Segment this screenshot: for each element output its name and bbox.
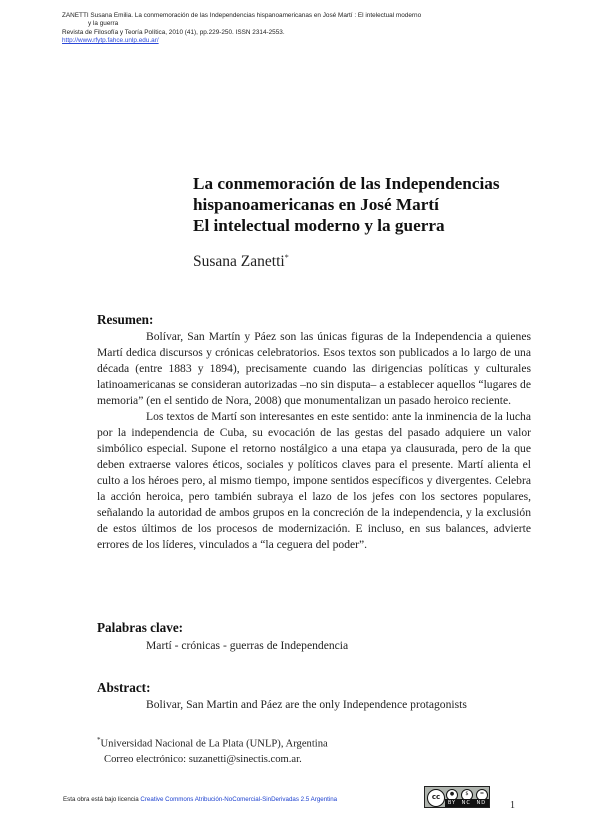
title-line-3: El intelectual moderno y la guerra — [193, 216, 445, 235]
author-name: Susana Zanetti* — [193, 253, 289, 271]
citation-line-2: y la guerra — [88, 20, 119, 28]
journal-url-link[interactable]: http://www.rfytp.fahce.unlp.edu.ar/ — [62, 37, 159, 45]
badge-nd-label: ND — [476, 800, 487, 806]
footnote-affiliation: Universidad Nacional de La Plata (UNLP), Argentina — [100, 738, 328, 750]
title-line-2: hispanoamericanas en José Martí — [193, 195, 439, 214]
page-number: 1 — [510, 800, 515, 811]
license-prefix: Esta obra está bajo licencia — [63, 796, 139, 803]
abstract-heading: Abstract: — [97, 680, 151, 695]
citation-line-3: Revista de Filosofía y Teoría Política, 2010 (41), pp.229-250. ISSN 2314-2553. — [62, 28, 285, 36]
author-footnote-mark[interactable]: * — [284, 253, 289, 262]
attribution-icon: ● — [446, 789, 458, 801]
citation-header — [62, 12, 562, 46]
license-link[interactable]: Creative Commons Atribución-NoComercial-SinDerivadas 2.5 Argentina — [140, 796, 338, 803]
noderivatives-icon: = — [476, 789, 488, 801]
footnote-mark: * — [97, 736, 101, 744]
title-line-1: La conmemoración de las Independencias — [193, 174, 500, 193]
resumen-body — [97, 329, 531, 553]
author-footnote — [97, 733, 328, 767]
resumen-heading: Resumen: — [97, 312, 154, 327]
badge-by-label: BY — [447, 800, 457, 806]
cc-badge-strip — [445, 799, 489, 807]
footnote-email: Correo electrónico: suzanetti@sinectis.com.ar. — [104, 753, 302, 765]
resumen-paragraph-2: Los textos de Martí son interesantes en este sentido: ante la inminencia de la lucha por la independencia de Cuba, su evocación de las gestas del pasado adquiere un valor simbólico especial. Supone el retorno nostálgico a una etapa ya clausurada, pero de la que deben extraerse valores éticos, sociales y políticos claves para el presente. Martí alienta el culto a los héroes pero, al mismo tiempo, impone sentidos específicos y divergentes. Celebra la acción heroica, pero también subraya el lazo de los jefes con los sectores populares, señalando la autoridad de ambos grupos en la concreción de la independencia, y la exclusión de estos últimos de los procesos de modernización. E incluso, en sus balances, advierte errores de los líderes, vinculados a “la ceguera del poder”. — [97, 410, 531, 551]
cc-logo-icon: cc — [427, 789, 445, 807]
license-notice — [63, 796, 337, 803]
abstract-text: Bolivar, San Martin and Páez are the only Independence protagonists — [146, 698, 467, 711]
badge-nc-label: NC — [461, 800, 471, 806]
cc-license-badge[interactable] — [424, 786, 490, 808]
citation-line-1: ZANETTI Susana Emilia. La conmemoración de las Independencias hispanoamericanas en José Martí : El intelectual moderno — [62, 12, 422, 19]
noncommercial-icon: $ — [461, 789, 473, 801]
article-title-block — [193, 173, 563, 271]
resumen-paragraph-1: Bolívar, San Martín y Páez son las únicas figuras de la Independencia a quienes Martí dedica discursos y crónicas celebratorios. Esos textos son publicados a lo largo de una década (entre 1883 y 1894), precisamente cuando las dirigencias políticas y culturales latinoamericanas se consideran autorizadas –no sin disputa– a establecer aquellos “lugares de memoria” (en el sentido de Nora, 2008) que monumentalizan un pasado heroico reciente. — [97, 330, 531, 407]
keywords-text: Martí - crónicas - guerras de Independencia — [146, 639, 349, 652]
keywords-heading: Palabras clave: — [97, 620, 184, 635]
